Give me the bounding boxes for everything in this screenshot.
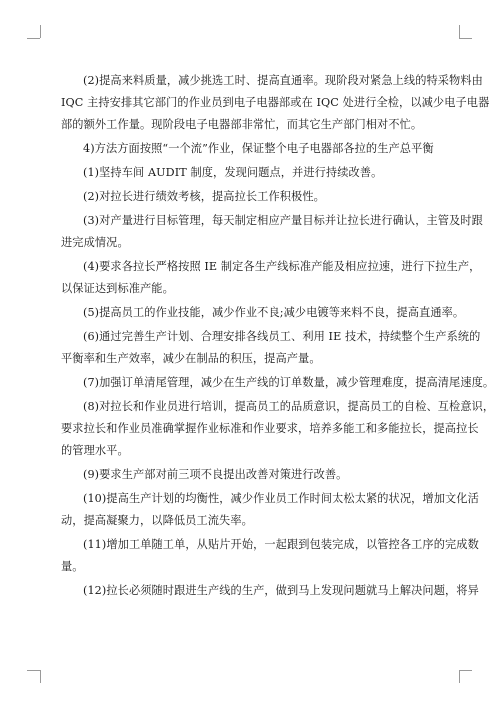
list-item-standard-capacity — [61, 256, 481, 300]
text-line: (4)要求各拉长严格按照 IE 制定各生产线标准产能及相应拉速，进行下拉生产， — [83, 260, 481, 273]
text-line: 量。 — [61, 560, 84, 573]
list-item-work-order-tracking — [61, 534, 479, 578]
text-line: 以保证达到标准产能。 — [61, 282, 174, 295]
text-line: (10)提高生产计划的均衡性，减少作业员工作时间太松太紧的状况，增加文化活 — [83, 492, 479, 505]
crop-mark-bottom-left-vertical — [40, 670, 41, 683]
document-body — [61, 70, 495, 602]
text-line: 4)方法方面按照“一个流”作业，保证整个电子电器部各拉的生产总平衡 — [83, 142, 434, 155]
text-line: 要求拉长和作业员准确掌握作业标准和作业要求，培养多能工和多能拉长，提高拉长 — [61, 422, 479, 435]
list-item-operator-skills — [61, 302, 465, 324]
list-item-training — [61, 396, 495, 462]
crop-mark-bottom-right-horizontal — [459, 670, 472, 671]
crop-mark-top-left-horizontal — [27, 38, 40, 39]
text-line: (2)对拉长进行绩效考核，提高拉长工作积极性。 — [83, 190, 325, 203]
list-item-output-targets — [61, 210, 483, 254]
crop-mark-top-left-vertical — [40, 25, 41, 38]
list-item-audit — [61, 162, 443, 184]
list-item-line-follow-up — [61, 580, 479, 602]
text-line: (5)提高员工的作业技能，减少作业不良;减少电镀等来料不良，提高直通率。 — [83, 306, 465, 319]
text-line: (9)要求生产部对前三项不良提出改善对策进行改善。 — [83, 468, 348, 481]
list-item-order-closeout — [61, 372, 495, 394]
text-line: 平衡率和生产效率，减少在制品的积压，提高产量。 — [61, 352, 321, 365]
text-line: (11)增加工单随工单，从贴片开始，一起跟到包装完成，以管控各工序的完成数 — [83, 538, 479, 551]
section-heading-method — [61, 138, 443, 160]
text-line: IQC 主持安排其它部门的作业员到电子电器部或在 IQC 处进行全检，以减少电子电器 — [61, 96, 490, 109]
list-item-top-three-defects — [61, 464, 443, 486]
text-line: (12)拉长必须随时跟进生产线的生产，做到马上发现问题就马上解决问题，将异 — [83, 584, 479, 597]
paragraph-incoming-material-quality — [61, 70, 490, 136]
list-item-performance-review — [61, 186, 443, 208]
text-line: 进完成情况。 — [61, 236, 129, 249]
list-item-plan-balance — [61, 488, 479, 532]
text-line: (1)坚持车间 AUDIT 制度，发现问题点，并进行持续改善。 — [83, 166, 383, 179]
crop-mark-bottom-left-horizontal — [27, 670, 40, 671]
text-line: (3)对产量进行目标管理，每天制定相应产量目标并让拉长进行确认，主管及时跟 — [83, 214, 483, 227]
text-line: 动，提高凝聚力，以降低员工流失率。 — [61, 514, 253, 527]
text-line: (8)对拉长和作业员进行培训，提高员工的品质意识，提高员工的自检、互检意识， — [83, 400, 495, 413]
list-item-production-planning — [61, 326, 481, 370]
crop-mark-bottom-right-vertical — [459, 670, 460, 683]
text-line: (7)加强订单清尾管理，减少在生产线的订单数量，减少管理难度，提高清尾速度。 — [83, 376, 495, 389]
text-line: 的管理水平。 — [61, 444, 129, 457]
text-line: (2)提高来料质量，减少挑选工时、提高直通率。现阶段对紧急上线的特采物料由 — [83, 74, 483, 87]
crop-mark-top-right-horizontal — [459, 38, 472, 39]
text-line: 部的额外工作量。现阶段电子电器部非常忙，而其它生产部门相对不忙。 — [61, 118, 423, 131]
text-line: (6)通过完善生产计划、合理安排各线员工、利用 IE 技术，持续整个生产系统的 — [83, 330, 481, 343]
crop-mark-top-right-vertical — [459, 25, 460, 38]
